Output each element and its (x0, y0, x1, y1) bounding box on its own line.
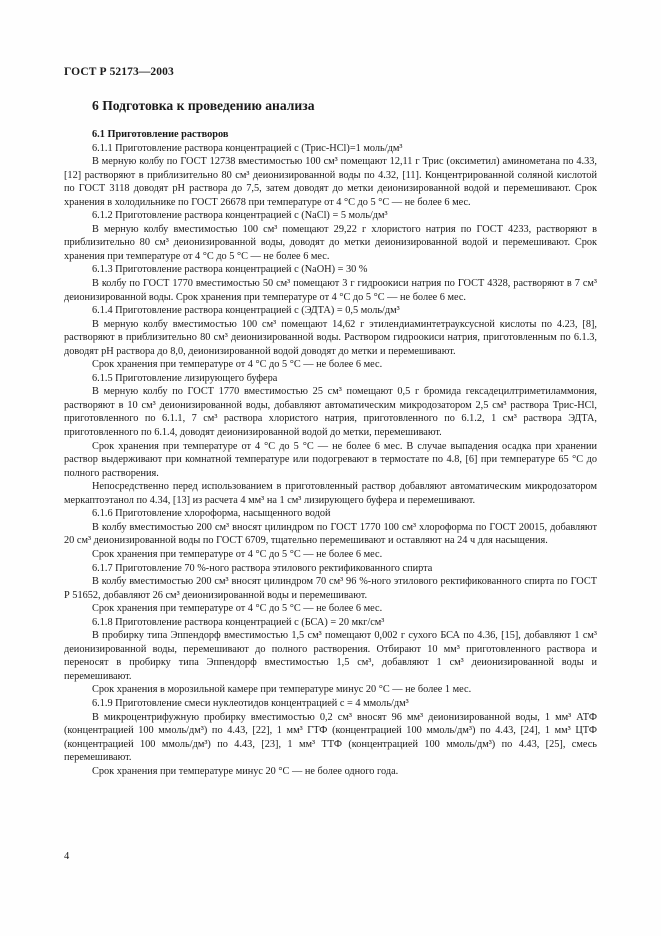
paragraph: В мерную колбу по ГОСТ 1770 вместимостью 25 см³ помещают 0,5 г бромида гексадецилтриметиламмония, растворяют в 10 см³ деионизированной воды, добавляют автоматическим микродозатором 2,5 см³ раствора Трис-HCl, приготовленного по 6.1.1, 7 см³ раствора хлористого натрия, приготовленного по 6.1.2, 1 см³ раствора ЭДТА, приготовленного по 6.1.4, доводят деионизированной водой до метки, перемешивают. (64, 386, 597, 439)
paragraph: В колбу вместимостью 200 см³ вносят цилиндром 70 см³ 96 %-ного этилового ректификованного спирта по ГОСТ Р 51652, добавляют 26 см³ деионизированной воды и перемешивают. (64, 576, 597, 601)
paragraph: Срок хранения при температуре минус 20 °C — не более одного года. (92, 765, 399, 777)
paragraph: Срок хранения при температуре от 4 °C до 5 °C — не более 6 мес. (92, 548, 383, 560)
paragraph: Непосредственно перед использованием в приготовленный раствор добавляют автоматическим микродозатором меркаптоэтанол по 4.34, [13] из расчета 4 мм³ на 1 см³ лизирующего буфера и перемешивают. (64, 481, 597, 506)
paragraph: В пробирку типа Эппендорф вместимостью 1,5 см³ помещают 0,002 г сухого БСА по 4.36, [15], добавляют 1 см³ деионизированной воды, перемешивают до полного растворения. Отбирают 10 мм³ приготовленного раствора и переносят в пробирку типа Эппендорф вместимостью 1,5 см³, добавляют 1 см³ деионизированной воды и перемешивают. (64, 630, 597, 682)
paragraph: В мерную колбу вместимостью 100 см³ помещают 29,22 г хлористого натрия по ГОСТ 4233, растворяют в приблизительно 80 см³ деионизированной воды, доводят до метки деионизированной водой и перемешивают. Срок хранения при температуре от 4 °C до 5 °C — не более 6 мес. (64, 223, 597, 262)
paragraph: 6.1.4 Приготовление раствора концентрацией c (ЭДТА) = 0,5 моль/дм³ (92, 305, 400, 317)
paragraph: 6.1.9 Приготовление смеси нуклеотидов концентрацией c = 4 ммоль/дм³ (92, 697, 409, 709)
paragraph: 6.1.3 Приготовление раствора концентрацией c (NaOH) = 30 % (92, 264, 368, 276)
page-number: 4 (64, 851, 70, 862)
document-body (64, 128, 597, 778)
paragraph: 6.1.1 Приготовление раствора концентрацией c (Трис-HCl)=1 моль/дм³ (92, 142, 403, 154)
section-title: 6 Подготовка к проведению анализа (92, 98, 315, 113)
paragraph: В колбу по ГОСТ 1770 вместимостью 50 см³ помещают 3 г гидроокиси натрия по ГОСТ 4328, растворяют в 7 см³ деионизированной воды. Срок хранения при температуре от 4 °C до 5 °C — не более 6 мес. (64, 278, 597, 303)
paragraph: Срок хранения при температуре от 4 °C до 5 °C — не более 6 мес. (92, 603, 383, 615)
standard-header: ГОСТ Р 52173—2003 (64, 66, 174, 78)
paragraph: 6.1.8 Приготовление раствора концентрацией c (БСА) = 20 мкг/см³ (92, 616, 385, 628)
paragraph: В микроцентрифужную пробирку вместимостью 0,2 см³ вносят 96 мм³ деионизированной воды, 1 мм³ АТФ (концентрацией 100 ммоль/дм³) по 4.43, [22], 1 мм³ ГТФ (концентрацией 100 ммоль/дм³) по 4.43, [24], 1 мм³ ЦТФ (концентрацией 100 ммоль/дм³) по 4.43, [23], 1 мм³ ТТФ (концентрацией 100 ммоль/дм³) по 4.43, [25], смесь перемешивают. (64, 711, 597, 764)
paragraph: 6.1.6 Приготовление хлороформа, насыщенного водой (92, 508, 331, 520)
paragraph: Срок хранения в морозильной камере при температуре минус 20 °C — не более 1 мес. (92, 684, 472, 696)
paragraph: Срок хранения при температуре от 4 °C до 5 °C — не более 6 мес. В случае выпадения осадка при хранении раствор выдерживают при комнатной температуре или подогревают в термостате по 4.8, [6] при температуре 65 °C до полного растворения. (64, 440, 597, 479)
paragraph: В колбу вместимостью 200 см³ вносят цилиндром по ГОСТ 1770 100 см³ хлороформа по ГОСТ 20015, добавляют 20 см³ деионизированной воды по ГОСТ 6709, тщательно перемешивают и оставляют на 24 ч для насыщения. (64, 521, 597, 547)
paragraph: 6.1.7 Приготовление 70 %-ного раствора этилового ректификованного спирта (92, 562, 433, 574)
paragraph: 6.1.5 Приготовление лизирующего буфера (92, 372, 278, 384)
paragraph: В мерную колбу по ГОСТ 12738 вместимостью 100 см³ помещают 12,11 г Трис (оксиметил) аминометана по 4.33, [12] растворяют в приблизительно 80 см³ деионизированной воды по 4.32, [11]. Концентрированной соляной кислотой по ГОСТ 3118 доводят pH раствора до 7,5, затем доводят до метки деионизированной водой и перемешивают. Срок хранения в холодильнике по ГОСТ 26678 при температуре от 4 °C до 5 °C — не более 6 мес. (64, 156, 597, 208)
paragraph: 6.1.2 Приготовление раствора концентрацией c (NaCl) = 5 моль/дм³ (92, 210, 388, 222)
subsection-heading: 6.1 Приготовление растворов (92, 129, 229, 140)
paragraph: В мерную колбу вместимостью 100 см³ помещают 14,62 г этилендиаминтетрауксусной кислоты по 4.23, [8], растворяют в приблизительно 80 см³ деионизированной воды. Раствором гидроокиси натрия, приготовленным по 6.1.3, доводят pH раствора до 8,0, деионизированной водой доводят до метки и перемешивают. (64, 318, 597, 357)
paragraph: Срок хранения при температуре от 4 °C до 5 °C — не более 6 мес. (92, 359, 383, 371)
